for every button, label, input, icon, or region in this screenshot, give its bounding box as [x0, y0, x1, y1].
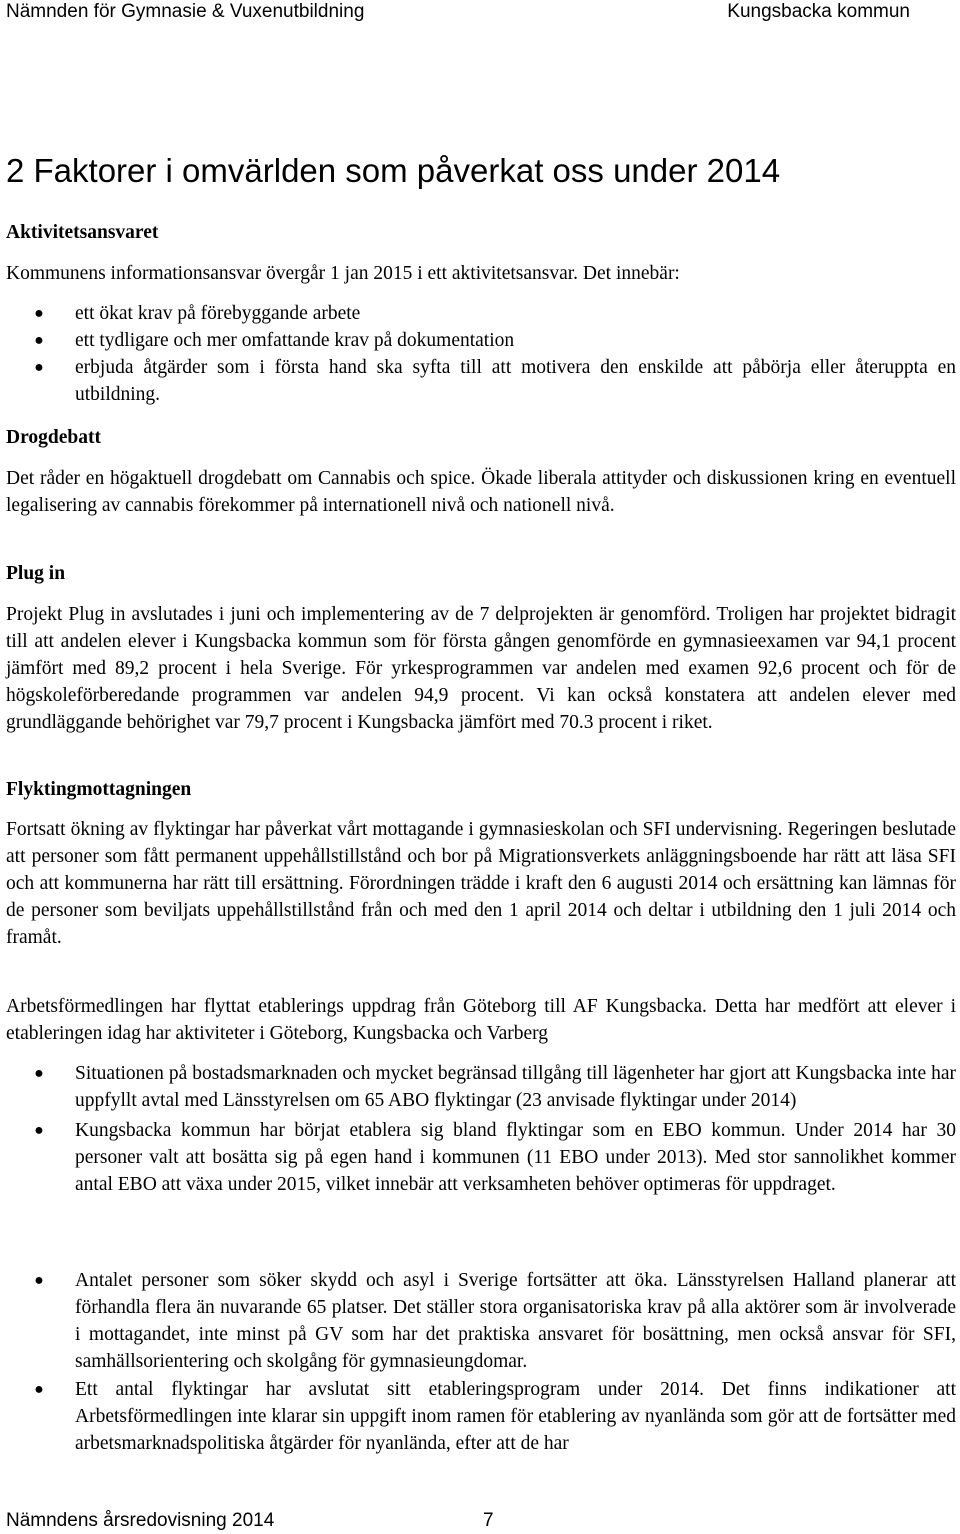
flykting-text-1: Fortsatt ökning av flyktingar har påverkat vårt mottagande i gymnasieskolan och SFI undervisning. Regeringen beslutade att personer som fått permanent uppehållstillstånd och bor på Migrationsverkets anläggningsboende har rätt att läsa SFI och att kommunerna har rätt till ersättning. Förordningen trädde i kraft den 6 augusti 2014 och ersättning kan lämnas för de personer som beviljats uppehållstillstånd från och med den 1 april 2014 och deltar i utbildning den 1 juli 2014 och framåt. — [6, 819, 956, 948]
bullet-icon: ● — [34, 1065, 44, 1082]
page-title: 2 Faktorer i omvärlden som påverkat oss under 2014 — [6, 152, 781, 189]
list-item: ● Situationen på bostadsmarknaden och mycket begränsad tillgång till lägenheter har gjort att Kungsbacka inte har uppfyllt avtal med Länsstyrelsen om 65 ABO flyktingar (23 anvisade flyktingar under 2014) — [6, 1060, 956, 1114]
bullet-icon: ● — [34, 1122, 44, 1139]
list-item: ● ett ökat krav på förebyggande arbete — [6, 300, 956, 327]
flykting-bullet-list-a — [6, 1060, 956, 1198]
list-item: ● Kungsbacka kommun har börjat etablera sig bland flyktingar som en EBO kommun. Under 2014 har 30 personer valt att bosätta sig på egen hand i kommunen (11 EBO under 2013). Med stor sannolikhet kommer antal EBO att växa under 2015, vilket innebär att verksamheten behöver optimeras för uppdraget. — [6, 1117, 956, 1198]
bullet-icon: ● — [34, 359, 44, 376]
list-item: ● Antalet personer som söker skydd och asyl i Sverige fortsätter att öka. Länsstyrelsen Halland planerar att förhandla flera än nuvarande 65 platser. Det ställer stora organisatoriska krav på alla aktörer som är involverade i mottagandet, inte minst på GV som har det praktiska ansvaret för bosättning, men också ansvar för SFI, samhällsorientering och skolgång för gymnasieungdomar. — [6, 1267, 956, 1375]
bullet-icon: ● — [34, 305, 44, 322]
drogdebatt-text: Det råder en högaktuell drogdebatt om Cannabis och spice. Ökade liberala attityder och diskussionen kring en eventuell legalisering av cannabis förekommer på internationell nivå och nationell nivå. — [6, 468, 956, 516]
heading-aktivitetsansvaret: Aktivitetsansvaret — [6, 222, 159, 243]
bullet-icon: ● — [34, 1272, 44, 1289]
heading-flyktingmottagningen: Flyktingmottagningen — [6, 779, 192, 800]
list-item: ● ett tydligare och mer omfattande krav på dokumentation — [6, 327, 956, 354]
flykting-text-2: Arbetsförmedlingen har flyttat etablerings uppdrag från Göteborg till AF Kungsbacka. Detta har medfört att elever i etableringen idag har aktiviteter i Göteborg, Kungsbacka och Varberg — [6, 996, 956, 1044]
list-item: ● Ett antal flyktingar har avslutat sitt etableringsprogram under 2014. Det finns indikationer att Arbetsförmedlingen inte klarar sin uppgift inom ramen för etablering av nyanlända som gör att de fortsätter med arbetsmarknadspolitiska åtgärder för nyanlända, efter att de har — [6, 1376, 956, 1457]
flykting-bullet-list-b — [6, 1267, 956, 1457]
header-municipality: Kungsbacka kommun — [727, 1, 910, 22]
heading-plug-in: Plug in — [6, 563, 66, 584]
footer-report-title: Nämndens årsredovisning 2014 — [6, 1510, 275, 1531]
page-number: 7 — [483, 1510, 494, 1531]
header-committee: Nämnden för Gymnasie & Vuxenutbildning — [6, 1, 365, 22]
aktivitet-intro: Kommunens informationsansvar övergår 1 jan 2015 i ett aktivitetsansvar. Det innebär: — [6, 263, 680, 284]
heading-drogdebatt: Drogdebatt — [6, 427, 101, 448]
page-header — [6, 0, 910, 26]
list-item: ● erbjuda åtgärder som i första hand ska syfta till att motivera den enskilde att påbörja eller återuppta en utbildning. — [6, 354, 956, 408]
plug-in-text: Projekt Plug in avslutades i juni och implementering av de 7 delprojekten är genomförd. Troligen har projektet bidragit till att andelen elever i Kungsbacka kommun som för första gången genomförde en gymnasieexamen var 94,1 procent jämfört med 89,2 procent i hela Sverige. För yrkesprogrammen var andelen med examen 92,6 procent och för de högskoleförberedande programmen var andelen 94,9 procent. Vi kan också konstatera att andelen elever med grundläggande behörighet var 79,7 procent i Kungsbacka jämfört med 70.3 procent i riket. — [6, 604, 956, 733]
page-footer — [6, 1509, 494, 1534]
bullet-icon: ● — [34, 1381, 44, 1398]
aktivitet-bullet-list — [6, 300, 956, 408]
bullet-icon: ● — [34, 332, 44, 349]
